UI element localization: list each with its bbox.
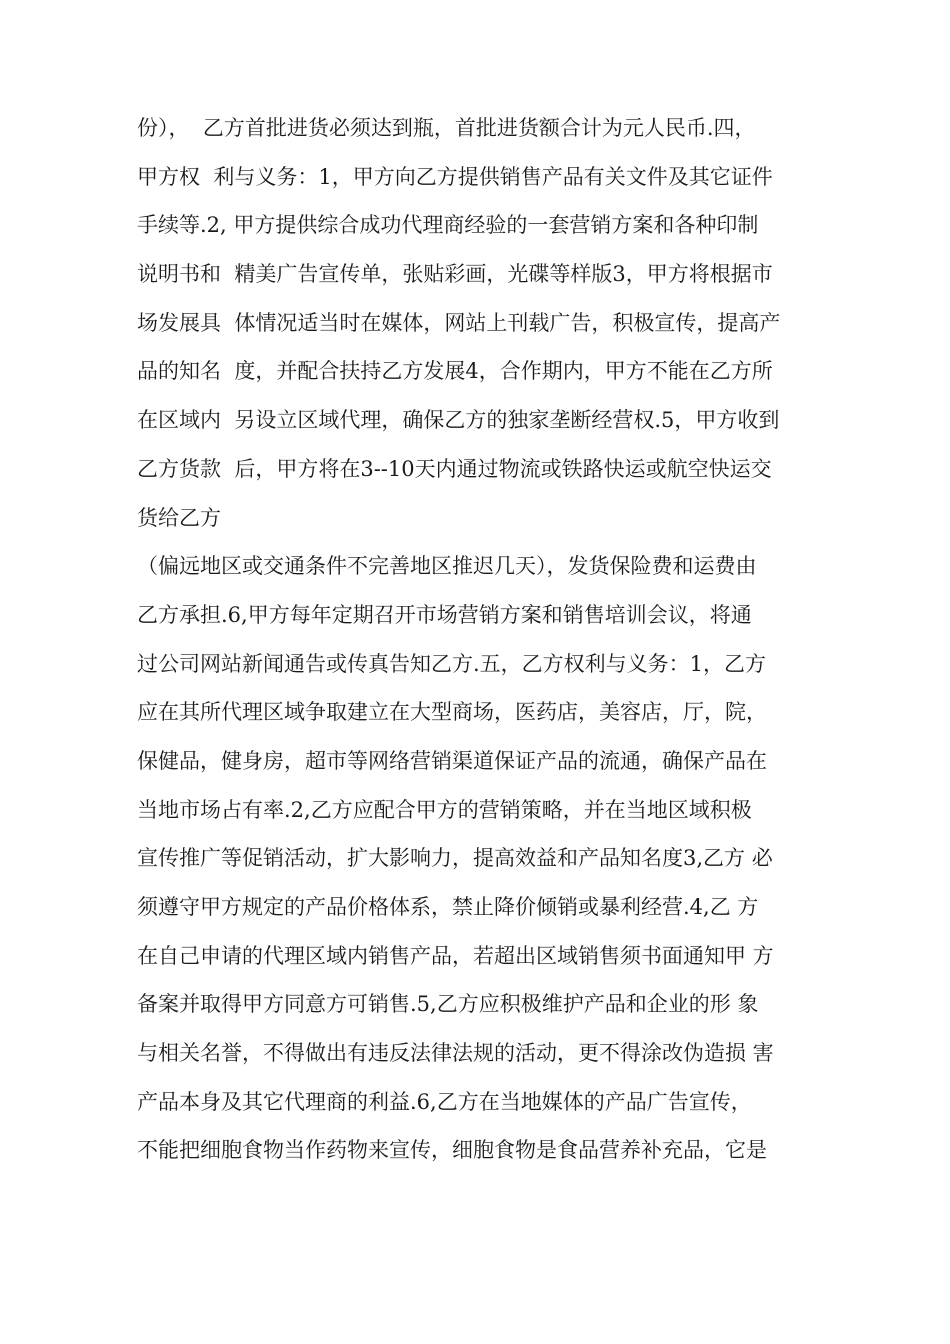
text-line: （偏远地区或交通条件不完善地区推迟几天），发货保险费和运费由 (137, 554, 757, 579)
text-line: 甲方权 利与义务：1，甲方向乙方提供销售产品有关文件及其它证件 (137, 164, 773, 189)
text-line: 场发展具 体情况适当时在媒体，网站上刊载广告，积极宣传，提高产 (137, 310, 781, 335)
text-line: 在自己申请的代理区域内销售产品，若超出区域销售须书面通知甲 方 (137, 943, 774, 968)
text-line: 过公司网站新闻通告或传真告知乙方.五，乙方权利与义务：1，乙方 (137, 651, 767, 676)
text-line: 说明书和 精美广告宣传单，张贴彩画，光碟等样版3，甲方将根据市 (137, 262, 773, 287)
text-line: 当地市场占有率.2,乙方应配合甲方的营销策略，并在当地区域积极 (137, 797, 752, 822)
text-line: 须遵守甲方规定的产品价格体系，禁止降价倾销或暴利经营.4,乙 方 (137, 895, 759, 919)
text-line: 手续等.2, 甲方提供综合成功代理商经验的一套营销方案和各种印制 (137, 213, 759, 238)
text-line: 产品本身及其它代理商的利益.6,乙方在当地媒体的产品广告宣传， (137, 1089, 752, 1114)
text-line: 份）， 乙方首批进货必须达到瓶，首批进货额合计为元人民币.四， (137, 116, 756, 140)
text-line: 保健品，健身房，超市等网络营销渠道保证产品的流通，确保产品在 (137, 748, 767, 773)
text-line: 品的知名 度，并配合扶持乙方发展4，合作期内，甲方不能在乙方所 (137, 359, 773, 384)
text-line: 不能把细胞食物当作药物来宣传，细胞食物是食品营养补充品，它是 (137, 1138, 767, 1163)
contract-text (137, 104, 837, 1175)
text-line: 货给乙方 (137, 505, 221, 530)
text-line: 应在其所代理区域争取建立在大型商场，医药店，美容店，厅，院， (137, 700, 767, 725)
text-line: 乙方承担.6,甲方每年定期召开市场营销方案和销售培训会议，将通 (137, 602, 752, 627)
text-line: 宣传推广等促销活动，扩大影响力，提高效益和产品知名度3,乙方 必 (137, 846, 773, 871)
text-line: 在区域内 另设立区域代理，确保乙方的独家垄断经营权.5，甲方收到 (137, 408, 780, 433)
text-line: 与相关名誉，不得做出有违反法律法规的活动，更不得涂改伪造损 害 (137, 1041, 774, 1066)
text-line: 乙方货款 后，甲方将在3--10天内通过物流或铁路快运或航空快运交 (137, 456, 772, 481)
text-line: 备案并取得甲方同意方可销售.5,乙方应积极维护产品和企业的形 象 (137, 992, 759, 1017)
